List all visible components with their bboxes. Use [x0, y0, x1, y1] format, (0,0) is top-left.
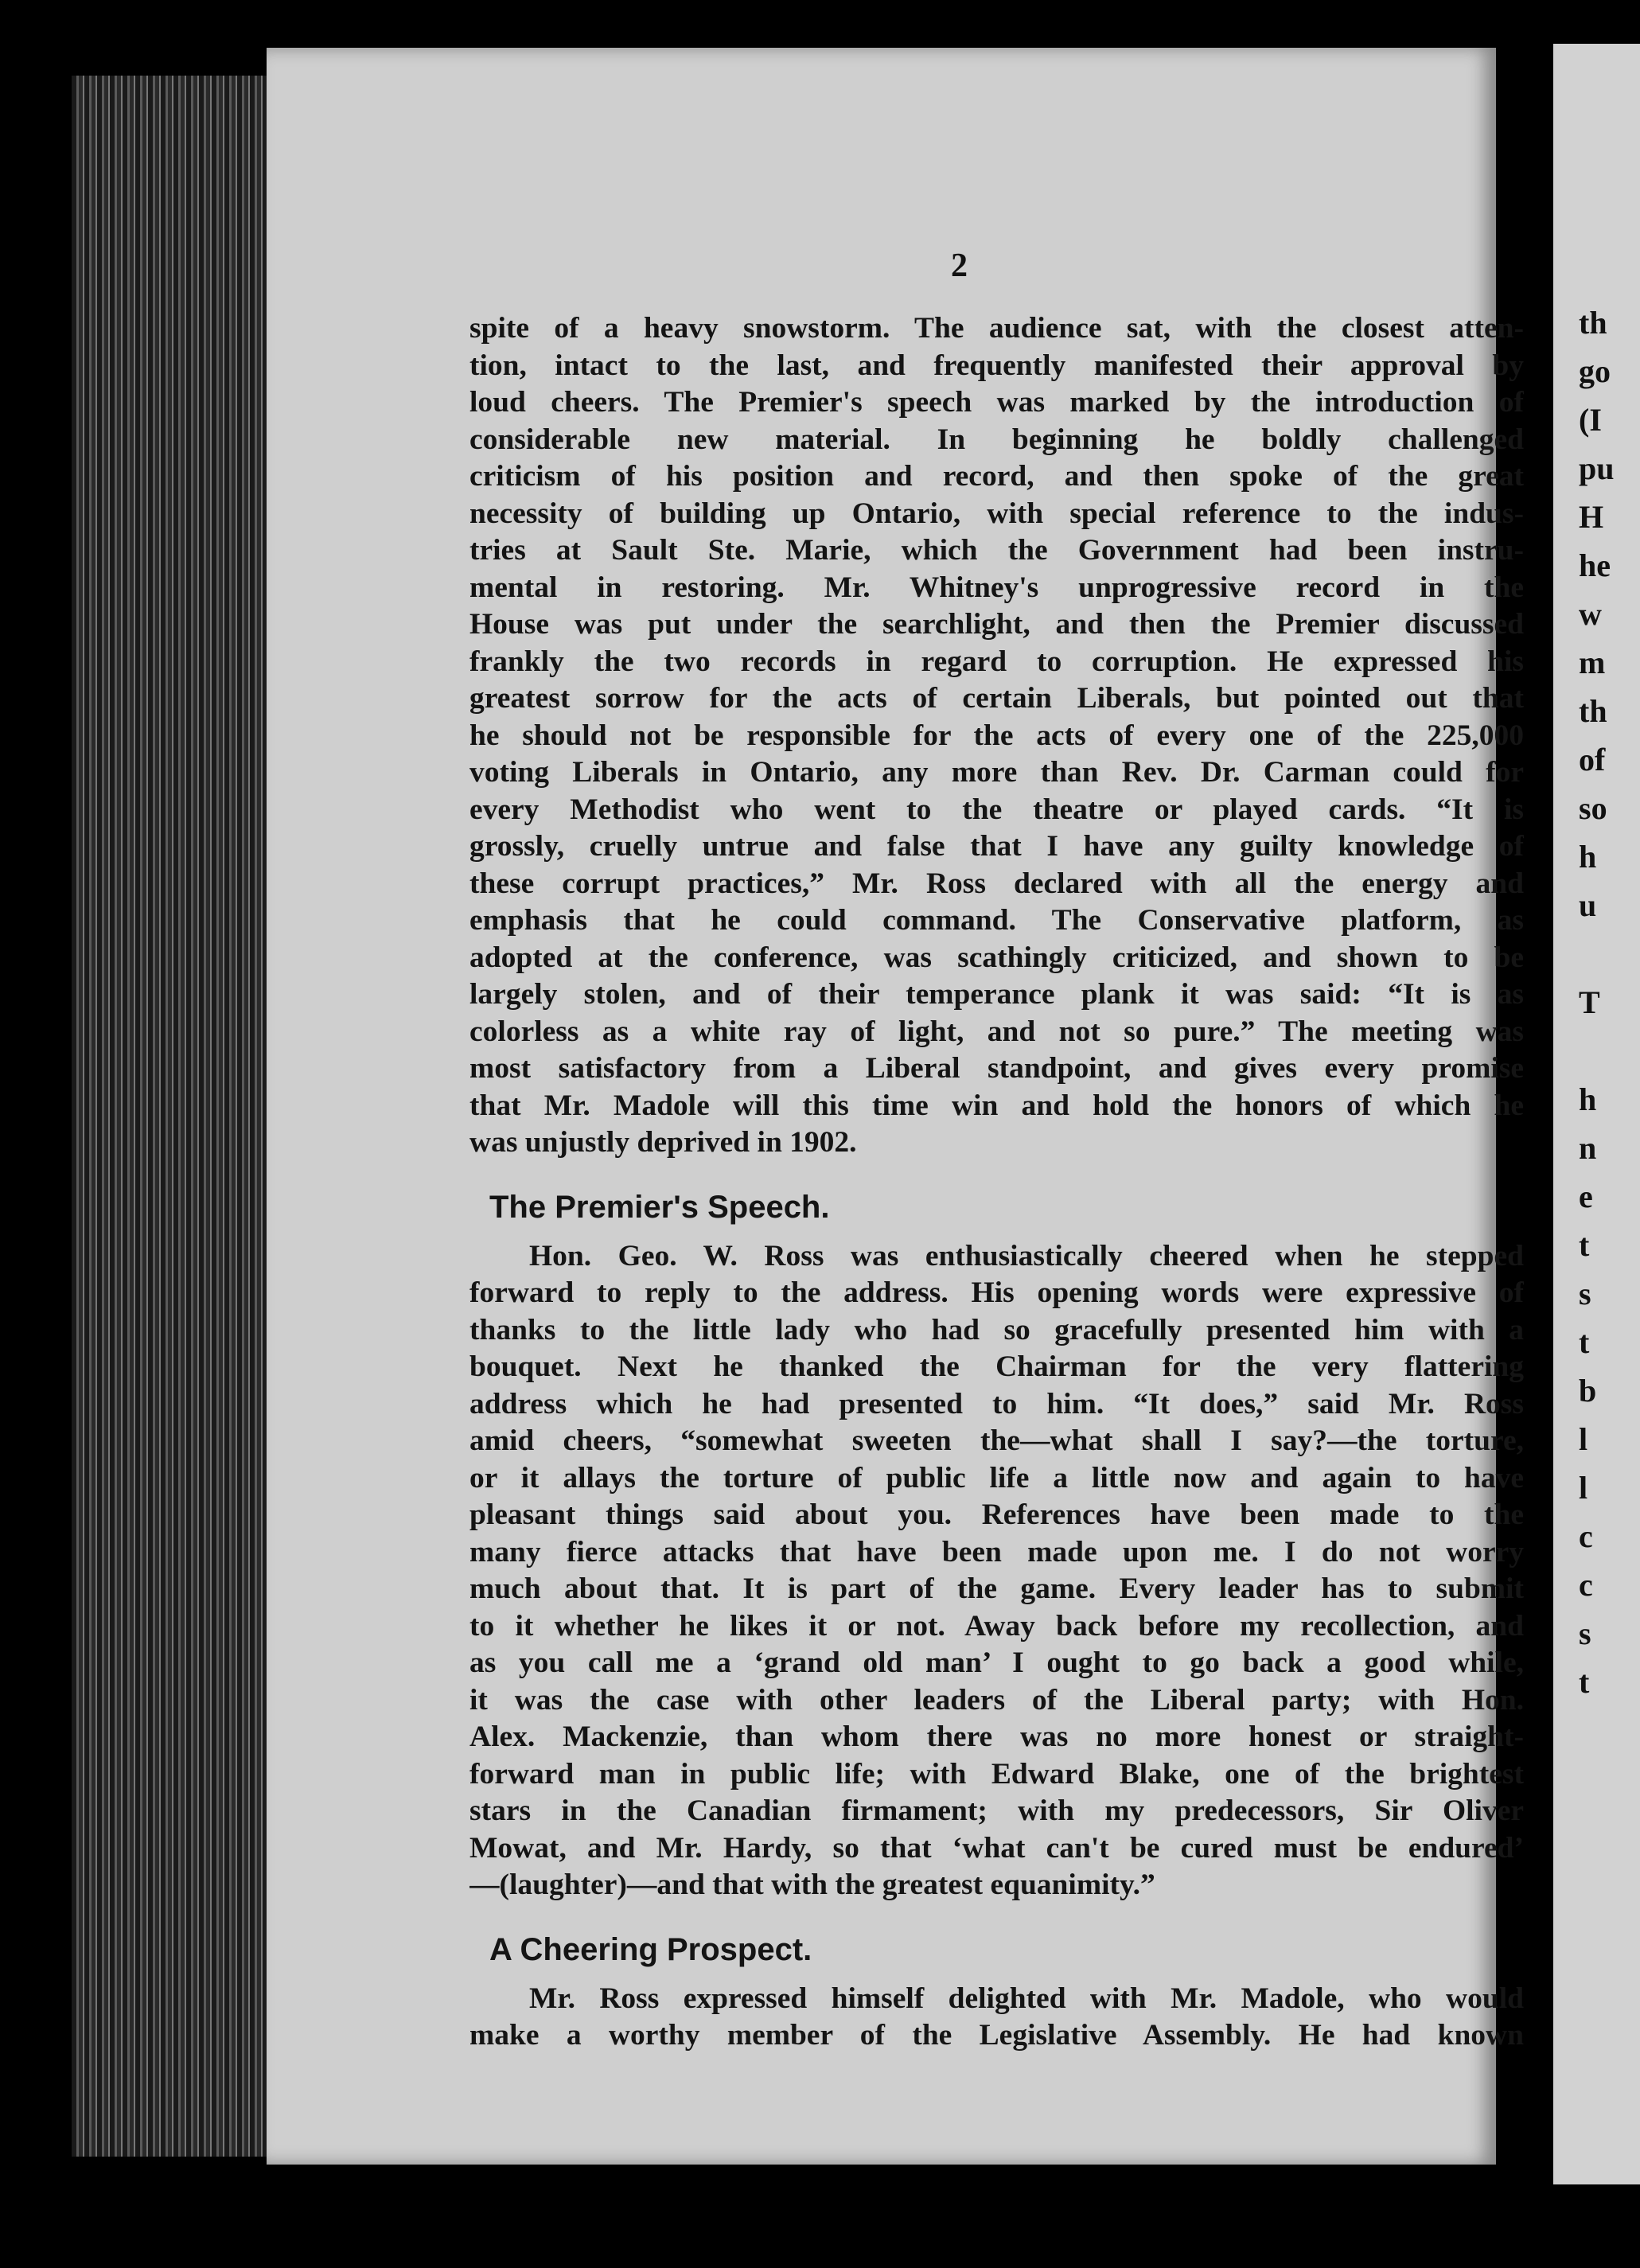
adjacent-page-fragment: b	[1579, 1373, 1597, 1409]
text-line: criticism of his position and record, and then spoke of the great	[469, 460, 1524, 493]
article-body	[469, 310, 1524, 2055]
text-line: or it allays the torture of public life a little now and again to have	[469, 1461, 1524, 1494]
text-line: amid cheers, “somewhat sweeten the—what shall I say?—the torture,	[469, 1424, 1524, 1457]
text-line: it was the case with other leaders of the Liberal party; with Hon.	[469, 1683, 1524, 1717]
adjacent-page-fragment: go	[1579, 353, 1611, 389]
adjacent-page-fragment: t	[1579, 1324, 1590, 1360]
text-line: was unjustly deprived in 1902.	[469, 1126, 857, 1159]
text-line: he should not be responsible for the acts of every one of the 225,000	[469, 719, 1524, 752]
adjacent-page-fragment: m	[1579, 645, 1606, 680]
text-line: stars in the Canadian firmament; with my predecessors, Sir Oliver	[469, 1795, 1524, 1827]
text-line: considerable new material. In beginning he boldly challenged	[469, 423, 1524, 456]
text-line: pleasant things said about you. References have been made to the	[469, 1498, 1524, 1531]
text-line: adopted at the conference, was scathingly criticized, and shown to be	[469, 941, 1524, 974]
adjacent-page-edge	[1553, 44, 1640, 2184]
text-line: Mowat, and Mr. Hardy, so that ‘what can't be cured must be endured’	[469, 1831, 1524, 1865]
adjacent-page-fragment: he	[1579, 548, 1611, 583]
text-line: thanks to the little lady who had so gracefully presented him with a	[469, 1313, 1524, 1346]
text-line: tion, intact to the last, and frequently manifested their approval by	[469, 349, 1524, 382]
text-line: address which he had presented to him. “It does,” said Mr. Ross	[469, 1387, 1524, 1420]
adjacent-page-fragment: (I	[1579, 402, 1602, 438]
cheering-prospect-paragraph	[469, 1981, 1524, 2055]
text-line: colorless as a white ray of light, and not so pure.” The meeting was	[469, 1015, 1524, 1048]
text-line: frankly the two records in regard to corruption. He expressed his	[469, 645, 1524, 678]
text-line: forward man in public life; with Edward Blake, one of the brightest	[469, 1757, 1524, 1791]
text-line: House was put under the searchlight, and then the Premier discussed	[469, 608, 1524, 641]
adjacent-page-fragment: t	[1579, 1664, 1590, 1700]
text-line: bouquet. Next he thanked the Chairman for the very flattering	[469, 1350, 1524, 1383]
book-spine	[72, 76, 267, 2157]
page-number: 2	[951, 247, 968, 284]
adjacent-page-fragment: pu	[1579, 450, 1615, 486]
adjacent-page-fragment: s	[1579, 1615, 1591, 1651]
text-line: most satisfactory from a Liberal standpoint, and gives every promise	[469, 1052, 1524, 1085]
text-line: largely stolen, and of their temperance plank it was said: “It is as	[469, 978, 1524, 1011]
text-line: loud cheers. The Premier's speech was marked by the introduction of	[469, 386, 1524, 419]
text-line: voting Liberals in Ontario, any more than Rev. Dr. Carman could for	[469, 756, 1524, 789]
adjacent-page-fragment: h	[1579, 1081, 1597, 1117]
adjacent-page-fragment: c	[1579, 1518, 1593, 1554]
text-line: Alex. Mackenzie, than whom there was no more honest or straight-	[469, 1720, 1524, 1753]
text-line: every Methodist who went to the theatre or played cards. “It is	[469, 793, 1524, 826]
text-line: tries at Sault Ste. Marie, which the Government had been instru-	[469, 534, 1524, 567]
adjacent-page-fragment: l	[1579, 1470, 1588, 1506]
text-line: Hon. Geo. W. Ross was enthusiastically cheered when he stepped	[529, 1239, 1524, 1272]
text-line: many fierce attacks that have been made upon me. I do not worry	[469, 1535, 1524, 1569]
premiers-speech-paragraph	[469, 1238, 1524, 1904]
text-line: Mr. Ross expressed himself delighted with Mr. Madole, who would	[529, 1982, 1524, 2015]
adjacent-page-text	[1579, 298, 1640, 1706]
adjacent-page-fragment: th	[1579, 305, 1607, 341]
section-heading-premiers-speech: The Premier's Speech.	[489, 1189, 830, 1225]
adjacent-page-fragment: n	[1579, 1130, 1597, 1166]
text-line: mental in restoring. Mr. Whitney's unprogressive record in the	[469, 571, 1524, 604]
adjacent-page-fragment: of	[1579, 742, 1606, 777]
adjacent-page-fragment	[1579, 929, 1640, 978]
adjacent-page-fragment: h	[1579, 839, 1597, 875]
text-line: much about that. It is part of the game. Every leader has to submit	[469, 1572, 1524, 1605]
text-line: necessity of building up Ontario, with special reference to the indus-	[469, 497, 1524, 530]
text-line: that Mr. Madole will this time win and hold the honors of which he	[469, 1089, 1524, 1122]
text-line: greatest sorrow for the acts of certain Liberals, but pointed out that	[469, 682, 1524, 715]
adjacent-page-fragment: w	[1579, 596, 1602, 632]
adjacent-page-fragment: t	[1579, 1227, 1590, 1263]
text-line: to it whether he likes it or not. Away back before my recollection, and	[469, 1609, 1524, 1643]
text-line: emphasis that he could command. The Conservative platform, as	[469, 904, 1524, 937]
adjacent-page-fragment: th	[1579, 693, 1607, 729]
adjacent-page-fragment: l	[1579, 1421, 1588, 1457]
text-line: these corrupt practices,” Mr. Ross declared with all the energy and	[469, 867, 1524, 900]
section-heading-cheering-prospect: A Cheering Prospect.	[489, 1931, 812, 1967]
text-line: —(laughter)—and that with the greatest equanimity.”	[469, 1869, 1155, 1901]
adjacent-page-fragment: H	[1579, 499, 1604, 535]
adjacent-page-fragment: c	[1579, 1567, 1593, 1603]
adjacent-page-fragment: u	[1579, 887, 1597, 923]
adjacent-page-fragment	[1579, 1027, 1640, 1075]
text-line: grossly, cruelly untrue and false that I have any guilty knowledge of	[469, 830, 1524, 863]
opening-paragraph	[469, 310, 1524, 1162]
text-line: make a worthy member of the Legislative Assembly. He had known	[469, 2019, 1524, 2052]
adjacent-page-fragment: e	[1579, 1179, 1593, 1214]
adjacent-page-fragment: so	[1579, 790, 1607, 826]
text-line: spite of a heavy snowstorm. The audience sat, with the closest atten-	[469, 312, 1524, 345]
adjacent-page-fragment: s	[1579, 1276, 1591, 1311]
text-line: forward to reply to the address. His opening words were expressive of	[469, 1276, 1524, 1309]
adjacent-page-fragment: T	[1579, 984, 1600, 1020]
text-line: as you call me a ‘grand old man’ I ought to go back a good while,	[469, 1646, 1524, 1679]
